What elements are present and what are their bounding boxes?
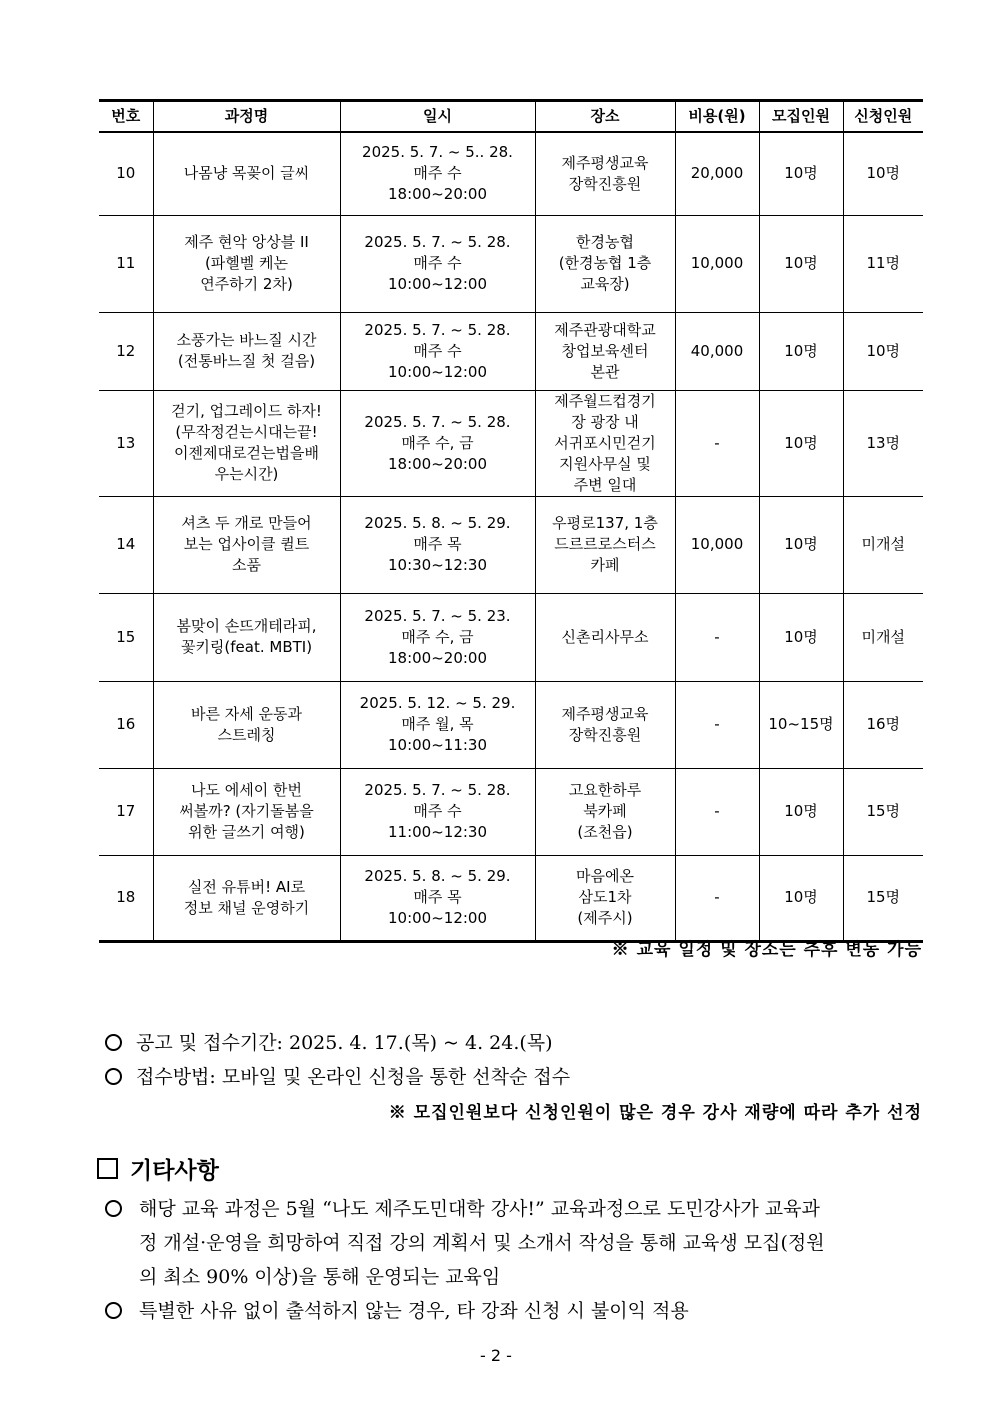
cell-place-line: 삼도1차	[578, 888, 632, 906]
cell-date	[340, 768, 535, 855]
cell-recruit: 10명	[759, 312, 843, 390]
cell-cost: -	[675, 768, 759, 855]
cell-date-line: 매주 수, 금	[401, 433, 474, 452]
cell-place-line: 주변 일대	[573, 475, 637, 494]
cell-place-line: 창업보육센터	[561, 341, 649, 360]
cell-date-line: 매주 수	[413, 254, 462, 272]
list-item	[105, 1294, 923, 1328]
cell-course-line: (무작정걷는시대는끝!	[175, 423, 318, 441]
list-item	[105, 1026, 925, 1060]
cell-course-line: (파헬벨 케논	[204, 254, 289, 272]
cell-cost: -	[675, 390, 759, 496]
cell-no: 10	[99, 132, 153, 215]
cell-place-line: 카페	[590, 556, 620, 574]
cell-course-line: 정보 채널 운영하기	[183, 898, 310, 917]
cell-course-line: 우는시간)	[214, 465, 279, 483]
cell-place-line: (조천읍)	[577, 823, 633, 841]
table-row	[99, 215, 923, 312]
cell-date-line: 10:30~12:30	[387, 556, 488, 574]
cell-course	[153, 681, 340, 768]
cell-place-line: 우평로137, 1층	[552, 514, 658, 532]
cell-cost: 40,000	[675, 312, 759, 390]
page-number: - 2 -	[480, 1346, 512, 1365]
cell-date	[340, 855, 535, 941]
cell-course-line: 소품	[232, 556, 261, 574]
cell-cost: -	[675, 593, 759, 681]
cell-place-line: 한경농협	[576, 233, 634, 251]
cell-no: 17	[99, 768, 153, 855]
cell-course	[153, 496, 340, 593]
cell-cost: 20,000	[675, 132, 759, 215]
cell-course-line: 걷기, 업그레이드 하자!	[171, 402, 322, 420]
cell-course-line: 이젠제대로걷는법을배	[174, 444, 319, 462]
cell-date-line: 매주 목	[413, 888, 462, 906]
cell-course-line: 꽃키링(feat. MBTI)	[180, 638, 313, 656]
circle-bullet-icon	[105, 1034, 122, 1051]
bullet-slot	[105, 1192, 139, 1226]
cell-applied: 11명	[843, 215, 923, 312]
table-row	[99, 390, 923, 496]
cell-course-line: 제주 현악 앙상블 II	[184, 233, 309, 251]
cell-place-line: 교육장)	[580, 275, 630, 293]
cell-date-line: 2025. 5. 7. ~ 5. 28.	[364, 320, 511, 339]
cell-cost: 10,000	[675, 215, 759, 312]
header-recruit: 모집인원	[759, 101, 843, 133]
method-text: 접수방법: 모바일 및 온라인 신청을 통한 선착순 접수	[136, 1066, 571, 1088]
indent	[105, 1260, 139, 1294]
cell-date-line: 10:00~11:30	[387, 736, 488, 754]
cell-date	[340, 681, 535, 768]
cell-date	[340, 496, 535, 593]
cell-recruit: 10명	[759, 390, 843, 496]
course-schedule-table	[99, 99, 923, 943]
cell-place-line: 장학진흥원	[568, 725, 642, 744]
cell-place-line: 장학진흥원	[568, 174, 642, 193]
cell-date-line: 2025. 5. 12. ~ 5. 29.	[359, 694, 516, 712]
header-place: 장소	[535, 101, 675, 133]
circle-bullet-icon	[105, 1302, 122, 1319]
cell-date	[340, 132, 535, 215]
header-no: 번호	[99, 101, 153, 133]
cell-place	[535, 132, 675, 215]
cell-date-line: 18:00~20:00	[387, 648, 488, 667]
period-text: 공고 및 접수기간: 2025. 4. 17.(목) ~ 4. 24.(목)	[136, 1032, 553, 1054]
cell-course-line: 실전 유튜버! AI로	[187, 877, 306, 896]
note-text: 해당 교육 과정은 5월 “나도 제주도민대학 강사!” 교육과정으로 도민강사가 교육과	[139, 1198, 820, 1220]
cell-course-line: 바른 자세 운동과	[191, 704, 302, 723]
cell-recruit: 10~15명	[759, 681, 843, 768]
cell-place-line: 본관	[590, 362, 620, 381]
table-header-row	[99, 101, 923, 133]
cell-place-line: 제주평생교육	[561, 704, 649, 723]
cell-course-line: 소풍가는 바느질 시간	[176, 331, 317, 349]
indent	[105, 1226, 139, 1260]
cell-date-line: 10:00~12:00	[387, 275, 488, 293]
announcement-list	[105, 1026, 925, 1094]
cell-date-line: 2025. 5. 7. ~ 5. 28.	[364, 781, 511, 799]
cell-course-line: 스트레칭	[217, 725, 276, 744]
cell-date-line: 매주 월, 목	[401, 715, 474, 733]
cell-place	[535, 312, 675, 390]
table-row	[99, 681, 923, 768]
cell-place	[535, 215, 675, 312]
cell-place-line: 지원사무실 및	[559, 454, 651, 473]
note-text: 특별한 사유 없이 출석하지 않는 경우, 타 강좌 신청 시 불이익 적용	[139, 1300, 689, 1322]
cell-course-line: (전통바느질 첫 걸음)	[177, 352, 316, 370]
table-row	[99, 132, 923, 215]
cell-no: 11	[99, 215, 153, 312]
cell-date-line: 18:00~20:00	[387, 185, 488, 204]
cell-course-line: 셔츠 두 개로 만들어	[181, 514, 312, 532]
note-text: 의 최소 90% 이상)을 통해 운영되는 교육임	[139, 1266, 501, 1288]
header-applied: 신청인원	[843, 101, 923, 133]
cell-recruit: 10명	[759, 855, 843, 941]
cell-place	[535, 681, 675, 768]
cell-recruit: 10명	[759, 496, 843, 593]
cell-course-line: 위한 글쓰기 여행)	[188, 823, 305, 841]
cell-applied: 16명	[843, 681, 923, 768]
circle-bullet-icon	[105, 1200, 122, 1217]
cell-applied: 미개설	[843, 593, 923, 681]
cell-date-line: 18:00~20:00	[387, 454, 488, 473]
cell-date	[340, 312, 535, 390]
cell-place	[535, 855, 675, 941]
cell-no: 15	[99, 593, 153, 681]
cell-course	[153, 768, 340, 855]
cell-place-line: 마음에온	[576, 867, 634, 885]
cell-course-line: 나도 에세이 한번	[191, 781, 302, 799]
cell-course-line: 써볼까? (자기돌봄을	[179, 802, 314, 820]
cell-no: 13	[99, 390, 153, 496]
section-title: 기타사항	[130, 1158, 219, 1184]
cell-cost: -	[675, 681, 759, 768]
other-notes-list	[105, 1192, 923, 1328]
cell-no: 14	[99, 496, 153, 593]
list-item	[105, 1192, 923, 1226]
cell-date-line: 매주 수	[413, 341, 462, 360]
cell-place	[535, 496, 675, 593]
list-item	[105, 1060, 925, 1094]
cell-date-line: 매주 수, 금	[401, 627, 474, 646]
cell-place-line: 제주관광대학교	[554, 320, 656, 339]
cell-place-line: 북카페	[583, 802, 627, 820]
cell-applied: 15명	[843, 768, 923, 855]
cell-course	[153, 855, 340, 941]
cell-place-line: 서귀포시민걷기	[554, 433, 656, 452]
cell-applied: 10명	[843, 312, 923, 390]
cell-date-line: 2025. 5. 7. ~ 5.. 28.	[362, 143, 513, 162]
cell-recruit: 10명	[759, 593, 843, 681]
cell-place-line: (한경농협 1층	[558, 254, 652, 272]
cell-date-line: 2025. 5. 7. ~ 5. 28.	[364, 233, 511, 251]
cell-cost: -	[675, 855, 759, 941]
circle-bullet-icon	[105, 1068, 122, 1085]
cell-place-line: 드르르로스터스	[554, 535, 656, 553]
note-continuation	[105, 1260, 923, 1294]
cell-date-line: 11:00~12:30	[387, 823, 488, 841]
cell-course	[153, 593, 340, 681]
cell-place-line: 제주월드컵경기	[554, 391, 656, 410]
cell-course	[153, 215, 340, 312]
note-continuation	[105, 1226, 923, 1260]
cell-place-line: 장 광장 내	[571, 412, 639, 431]
cell-date-line: 2025. 5. 7. ~ 5. 23.	[364, 606, 511, 625]
cell-place	[535, 390, 675, 496]
table-row	[99, 312, 923, 390]
cell-place	[535, 593, 675, 681]
cell-applied: 15명	[843, 855, 923, 941]
table-row	[99, 855, 923, 941]
cell-date-line: 매주 수	[413, 164, 462, 183]
square-bullet-icon	[97, 1158, 118, 1179]
header-cost: 비용(원)	[675, 101, 759, 133]
cell-recruit: 10명	[759, 215, 843, 312]
cell-course	[153, 312, 340, 390]
cell-course	[153, 132, 340, 215]
cell-date-line: 2025. 5. 8. ~ 5. 29.	[364, 867, 511, 885]
cell-place-line: 고요한하루	[568, 781, 642, 799]
table-row	[99, 768, 923, 855]
cell-applied: 13명	[843, 390, 923, 496]
cell-no: 12	[99, 312, 153, 390]
bullet-slot	[105, 1294, 139, 1328]
cell-recruit: 10명	[759, 768, 843, 855]
schedule-change-note: ※ 교육 일정 및 장소는 추후 변동 가능	[611, 940, 922, 960]
header-course: 과정명	[153, 101, 340, 133]
cell-place	[535, 768, 675, 855]
cell-date-line: 2025. 5. 7. ~ 5. 28.	[364, 412, 511, 431]
cell-no: 18	[99, 855, 153, 941]
cell-course	[153, 390, 340, 496]
cell-place-line: 신촌리사무소	[561, 627, 649, 646]
cell-date-line: 매주 목	[413, 535, 462, 553]
cell-course-line: 연주하기 2차)	[200, 275, 293, 293]
cell-cost: 10,000	[675, 496, 759, 593]
table-row	[99, 496, 923, 593]
cell-recruit: 10명	[759, 132, 843, 215]
cell-place-line: (제주시)	[577, 909, 633, 927]
selection-note: ※ 모집인원보다 신청인원이 많은 경우 강사 재량에 따라 추가 선정	[388, 1103, 922, 1123]
note-text: 정 개설·운영을 희망하여 직접 강의 계획서 및 소개서 작성을 통해 교육생 모집(정원	[139, 1232, 825, 1254]
cell-date-line: 10:00~12:00	[387, 362, 488, 381]
cell-date-line: 매주 수	[413, 802, 462, 820]
cell-date	[340, 593, 535, 681]
cell-applied: 10명	[843, 132, 923, 215]
cell-place-line: 제주평생교육	[561, 153, 649, 172]
cell-no: 16	[99, 681, 153, 768]
header-date: 일시	[340, 101, 535, 133]
cell-date-line: 10:00~12:00	[387, 909, 488, 927]
cell-applied: 미개설	[843, 496, 923, 593]
table-row	[99, 593, 923, 681]
cell-date-line: 2025. 5. 8. ~ 5. 29.	[364, 514, 511, 532]
cell-course-line: 보는 업사이클 퀼트	[183, 535, 310, 553]
cell-course-line: 봄맞이 손뜨개테라피,	[176, 617, 317, 635]
cell-date	[340, 215, 535, 312]
cell-date	[340, 390, 535, 496]
section-heading	[97, 1152, 219, 1185]
cell-course-line: 나몸냥 목꽂이 글씨	[183, 164, 310, 183]
